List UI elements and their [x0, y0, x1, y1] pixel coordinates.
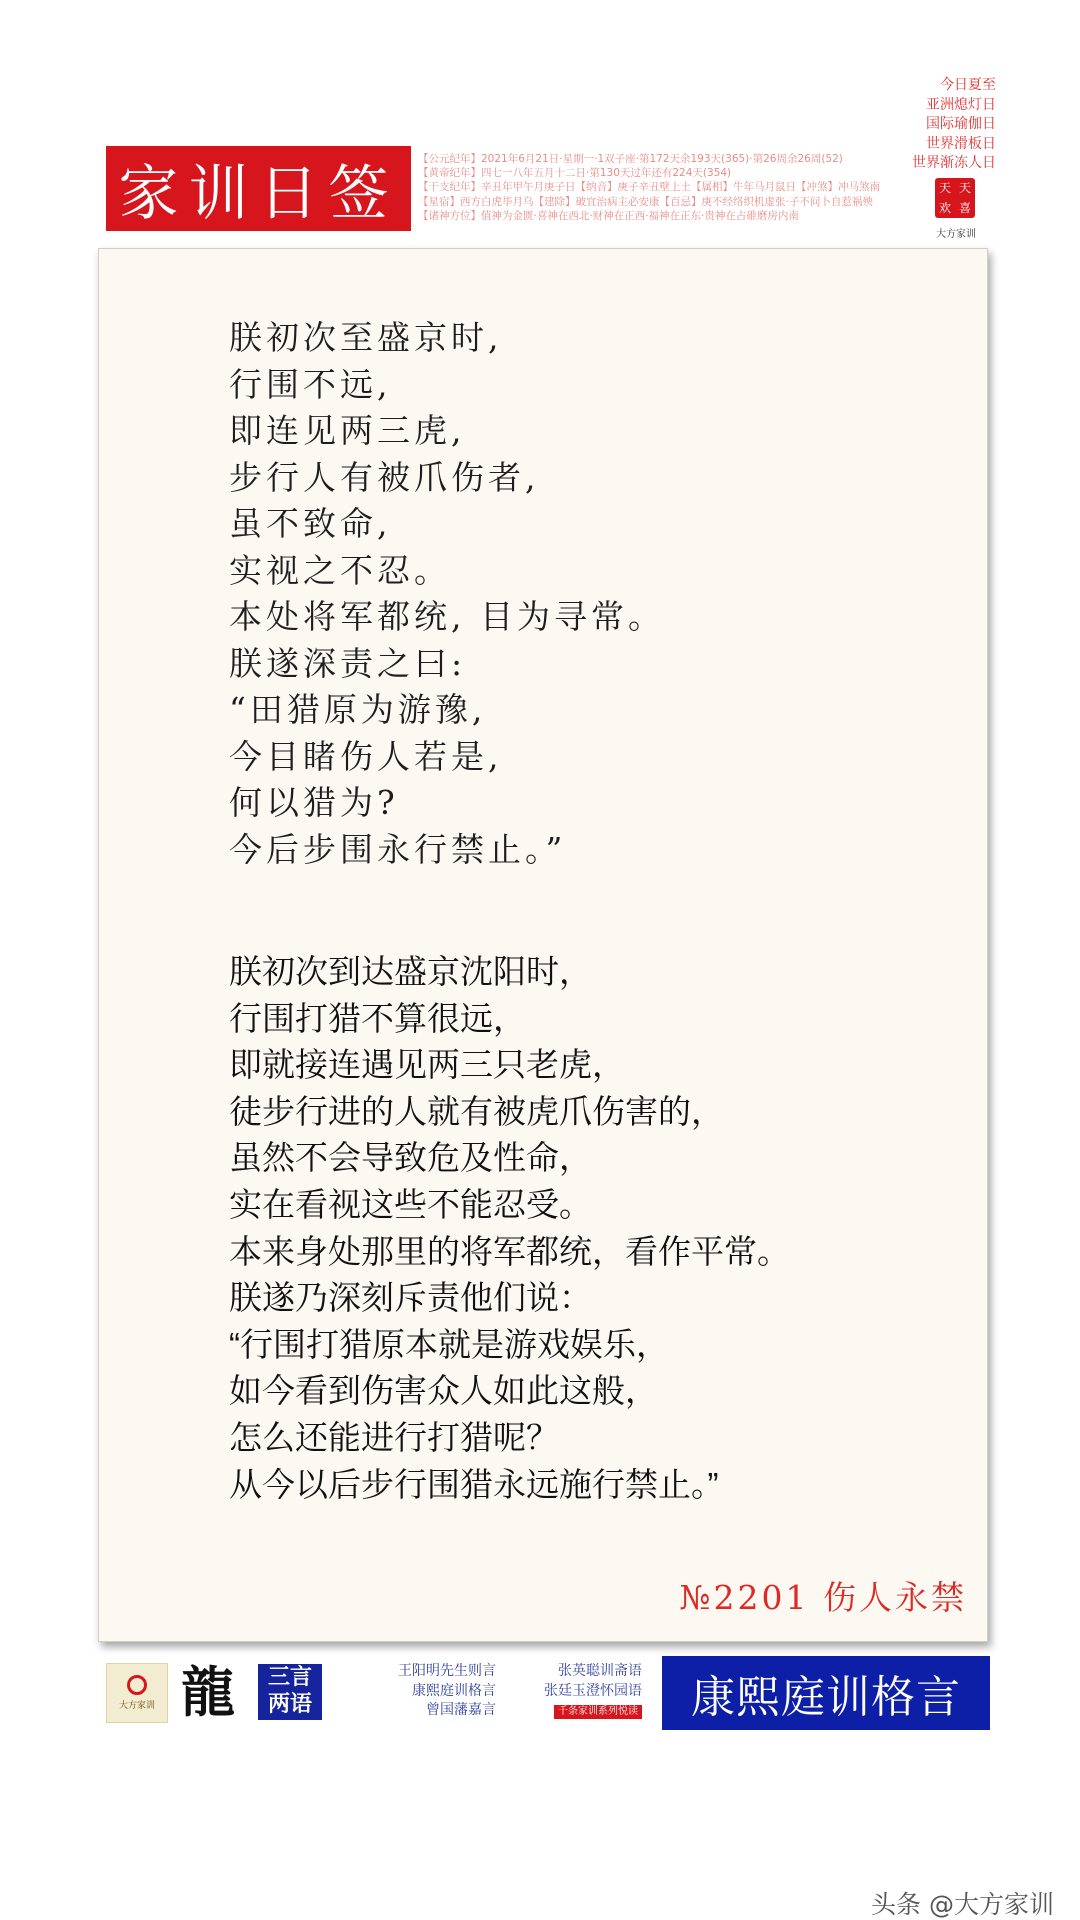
- book-title: 康熙庭训格言: [412, 1682, 496, 1699]
- seal-char: 天: [958, 181, 971, 195]
- event-item: 今日夏至: [940, 77, 996, 93]
- page-title: 家训日签: [106, 146, 411, 231]
- entry-signature: №2201 伤人永禁: [679, 1578, 967, 1617]
- seal-stamp: [935, 178, 975, 218]
- modern-line: 如今看到伤害众人如此这般，: [229, 1372, 658, 1410]
- calendar-line: 【公元纪年】2021年6月21日·星期一·1双子座·第172天余193天(365)·第26周余26周(52): [418, 153, 843, 165]
- classical-line: 朕初次至盛京时,: [229, 318, 503, 357]
- book-title: 张廷玉澄怀园语: [544, 1682, 642, 1699]
- classical-line: 即连见两三虎,: [229, 411, 466, 450]
- modern-line: 本来身处那里的将军都统，看作平常。: [229, 1232, 790, 1270]
- event-item: 国际瑜伽日: [926, 116, 996, 132]
- book-list-right: [506, 1662, 642, 1721]
- book-title: 曾国藩嘉言: [426, 1702, 496, 1718]
- book-title: 王阳明先生则言: [398, 1663, 496, 1679]
- modern-line: 朕初次到达盛京沈阳时，: [229, 953, 592, 990]
- book-banner: 康熙庭训格言: [662, 1656, 990, 1730]
- classical-line: 朕遂深责之曰:: [229, 643, 467, 683]
- dragon-logo: 龍: [181, 1660, 235, 1724]
- modern-line: 即就接连遇见两三只老虎，: [229, 1046, 625, 1084]
- classical-line: 步行人有被爪伤者,: [229, 457, 540, 497]
- classical-line: 虽不致命,: [229, 504, 392, 543]
- event-item: 世界渐冻人日: [912, 155, 996, 171]
- event-item: 世界滑板日: [926, 135, 996, 152]
- modern-translation: [229, 949, 969, 1508]
- seal-caption: 大方家训: [936, 229, 976, 240]
- series-tag: 千条家训系列悦读: [554, 1705, 642, 1719]
- classical-line: 实视之不忍。: [229, 550, 451, 590]
- calendar-line: 【星宿】西方白虎毕月乌【建除】破宜治病主必安康【百忌】庚不经络织机虚张·子不问卜自惹祸殃: [418, 195, 873, 208]
- book-title: 张英聪训斋语: [558, 1663, 642, 1679]
- dafang-logo: [106, 1663, 168, 1723]
- modern-line: 怎么还能进行打猎呢？: [229, 1418, 559, 1456]
- modern-line: 从今以后步行围猎永远施行禁止。”: [229, 1465, 719, 1503]
- book-list-left: [338, 1662, 496, 1721]
- modern-line: 实在看视这些不能忍受。: [229, 1185, 592, 1223]
- classical-line: 何以猎为?: [229, 783, 399, 822]
- seal-char: 喜: [958, 201, 971, 215]
- today-events: [846, 76, 996, 174]
- content-card: [98, 248, 988, 1642]
- modern-line: 徒步行进的人就有被虎爪伤害的，: [229, 1092, 724, 1130]
- calendar-line: 【干支纪年】辛丑年甲午月庚子日【纳音】庚子辛丑壁上土【属相】牛年马月鼠日【冲煞】冲马煞南: [418, 181, 880, 194]
- logo-line: 三言: [267, 1665, 312, 1690]
- classical-line: 今后步围永行禁止。”: [229, 829, 567, 869]
- logo-label: 大方家训: [118, 1701, 155, 1711]
- calendar-line: 【诸神方位】值神为金匮·喜神在西北·财神在正西·福神在正东·贵神在占碓磨房内南: [418, 209, 799, 222]
- modern-line: 朕遂乃深刻斥责他们说：: [229, 1279, 592, 1317]
- modern-line: 虽然不会导致危及性命，: [229, 1139, 592, 1177]
- modern-line: “行围打猎原本就是游戏娱乐，: [229, 1325, 669, 1363]
- sanyan-logo: [258, 1664, 322, 1720]
- seal-char: 欢: [938, 201, 951, 215]
- seal-char: 天: [938, 181, 951, 195]
- classical-line: 行围不远,: [229, 364, 392, 404]
- classical-line: 今目睹伤人若是,: [229, 736, 503, 776]
- classical-text: [229, 315, 969, 873]
- event-item: 亚洲熄灯日: [926, 96, 996, 113]
- classical-line: 本处将军都统, 目为寻常。: [229, 597, 665, 636]
- logo-ring-icon: [127, 1675, 147, 1695]
- classical-line: “田猎原为游豫,: [229, 690, 487, 729]
- watermark: 头条 @大方家训: [871, 1890, 1054, 1919]
- logo-line: 两语: [267, 1692, 312, 1717]
- modern-line: 行围打猎不算很远，: [229, 999, 526, 1037]
- calendar-line: 【黄帝纪年】四七一八年五月十二日·第130天过年还有224天(354): [418, 167, 732, 180]
